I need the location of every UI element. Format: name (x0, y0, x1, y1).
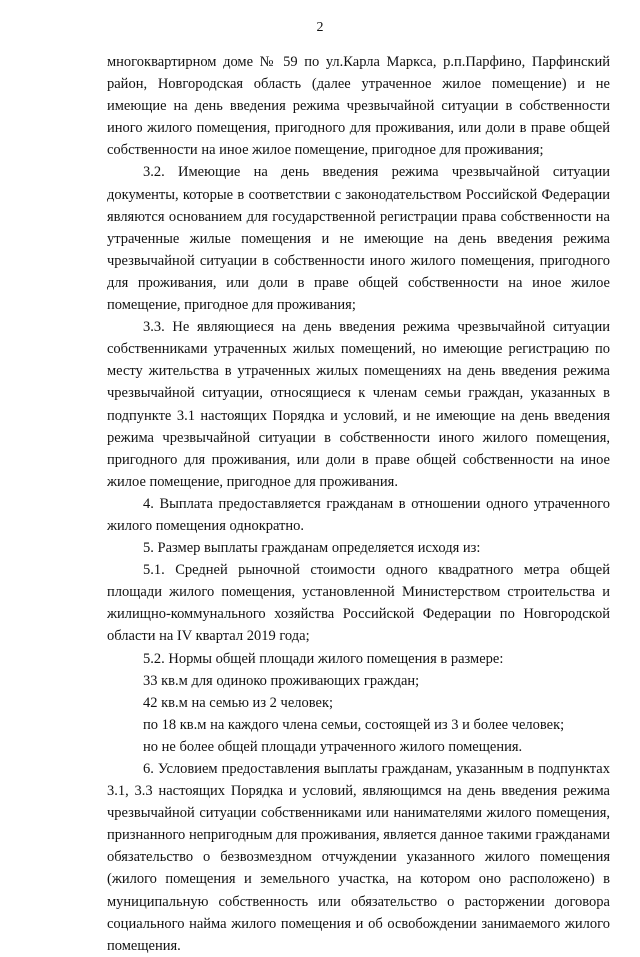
norm-family-of-three-plus: по 18 кв.м на каждого члена семьи, состоящей из 3 и более человек; (143, 716, 565, 733)
paragraph-5: 5. Размер выплаты гражданам определяется исходя из: (143, 540, 481, 557)
page-number: 2 (316, 20, 324, 35)
paragraph-5-1: 5.1. Средней рыночной стоимости одного квадратного метра общей площади жилого помещения, установленной Министерством строительства и жилищно-коммунального хозяйства Российской Федерации по Новгородской области на IV квартал 2019 года; (107, 562, 610, 645)
norm-limit: но не более общей площади утраченного жилого помещения. (143, 738, 523, 755)
paragraph-3-2: 3.2. Имеющие на день введения режима чрезвычайной ситуации документы, которые в соответствии с законодательством Российской Федерации являются основанием для государственной регистрации права собственности на утраченные жилые помещения и не имеющие на день введения режима чрезвычайной ситуации в собственности иного жилого помещения, пригодного для проживания, или доли в праве общей собственности на иное жилое помещение, пригодное для проживания; (107, 164, 610, 314)
document-body (107, 51, 610, 957)
paragraph-3-3: 3.3. Не являющиеся на день введения режима чрезвычайной ситуации собственниками утраченных жилых помещений, но имеющие регистрацию по месту жительства в утраченных жилых помещениях на день введения режима чрезвычайной ситуации, относящиеся к членам семьи граждан, указанных в подпункте 3.1 настоящих Порядка и условий, и не имеющие на день введения режима чрезвычайной ситуации в собственности иного жилого помещения, пригодного для проживания, или доли в праве общей собственности на иное жилое помещение, пригодное для проживания. (107, 319, 610, 490)
norm-family-of-two: 42 кв.м на семью из 2 человек; (143, 694, 334, 711)
paragraph-6: 6. Условием предоставления выплаты гражданам, указанным в подпунктах 3.1, 3.3 настоящих Порядка и условий, являющимся на день введения режима чрезвычайной ситуации собственниками или нанимателями жилого помещения, признанного непригодным для проживания, является данное такими гражданами обязательство о безвозмездном отчуждении указанного жилого помещения (жилого помещения и земельного участка, на котором оно расположено) в муниципальную собственность или обязательство о расторжении договора социального найма жилого помещения и об освобождении занимаемого жилого помещения. (107, 761, 610, 954)
norm-single-resident: 33 кв.м для одиноко проживающих граждан; (143, 672, 420, 689)
paragraph-4: 4. Выплата предоставляется гражданам в отношении одного утраченного жилого помещения однократно. (107, 495, 610, 534)
paragraph-3-1-continuation: многоквартирном доме № 59 по ул.Карла Маркса, р.п.Парфино, Парфинский район, Новгородская область (далее утраченное жилое помещение) и не имеющие на день введения режима чрезвычайной ситуации в собственности иного жилого помещения, пригодного для проживания, или доли в праве общей собственности на иное жилое помещение, пригодное для проживания; (107, 54, 610, 159)
paragraph-5-2: 5.2. Нормы общей площади жилого помещения в размере: (143, 650, 504, 667)
